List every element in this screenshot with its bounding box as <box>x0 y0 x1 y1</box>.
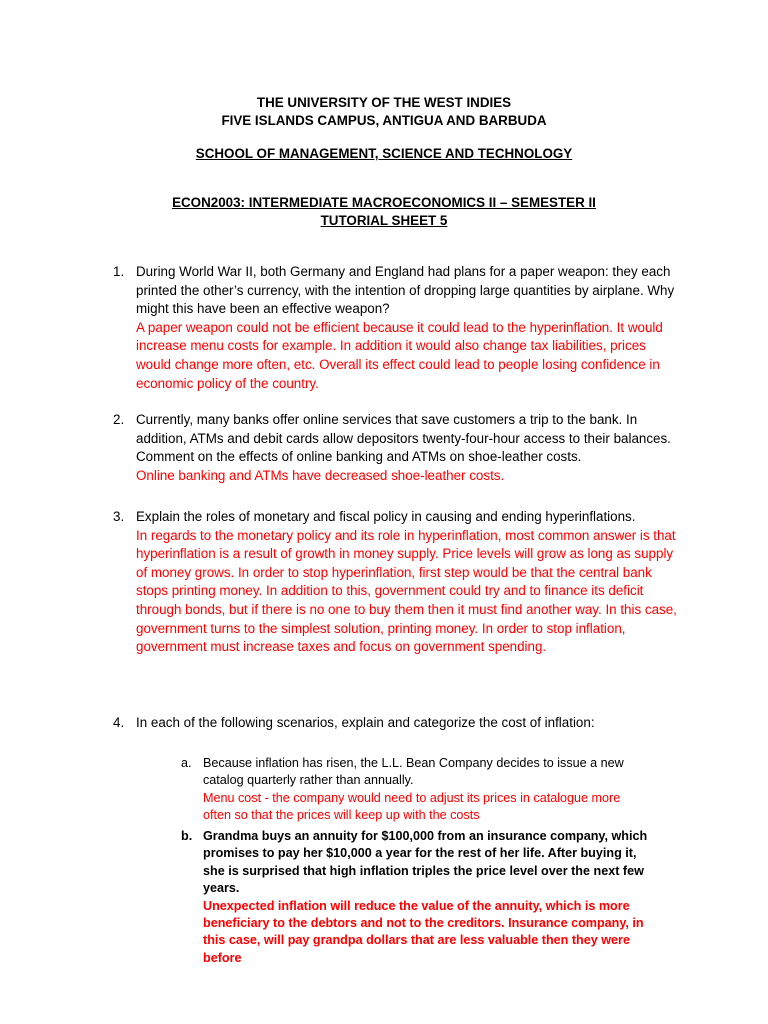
question-4 <box>113 714 683 733</box>
question-4a <box>181 755 651 825</box>
question-text: In each of the following scenarios, explain and categorize the cost of inflation: <box>136 715 595 730</box>
university-name: THE UNIVERSITY OF THE WEST INDIES <box>256 95 512 110</box>
part-letter: a. <box>181 756 192 770</box>
question-1 <box>113 263 683 393</box>
part-answer-text: Unexpected inflation will reduce the value of the annuity, which is more beneficiary to the debtors and not to the creditors. Insurance company, in this case, will pay grandpa dollars that are less valuable then they were before <box>203 898 644 965</box>
campus-name: FIVE ISLANDS CAMPUS, ANTIGUA AND BARBUDA <box>221 113 547 128</box>
answer-text: Online banking and ATMs have decreased shoe-leather costs. <box>136 467 505 483</box>
question-number: 3. <box>113 509 125 524</box>
question-text: During World War II, both Germany and England had plans for a paper weapon: they each printed the other’s currency, with the intention of dropping large quantities by airplane. Why might this have been an effective weapon? <box>136 264 675 317</box>
answer-text: In regards to the monetary policy and its role in hyperinflation, most common answer is that hyperinflation is a result of growth in money supply. Price levels will grow as long as supply of money grows. In order to stop hyperinflation, first step would be that the central bank stops printing money. In addition to this, government could try and to finance its deficit through bonds, but if there is no one to buy them then it must find another way. In this case, government turns to the simplest solution, printing money. In order to stop inflation, government must increase taxes and focus on government spending. <box>136 527 677 655</box>
part-question-text: Because inflation has risen, the L.L. Bean Company decides to issue a new catalog quarterly rather than annually. <box>203 756 624 788</box>
part-letter: b. <box>181 829 193 843</box>
part-question-text: Grandma buys an annuity for $100,000 from an insurance company, which promises to pay her $10,000 a year for the rest of her life. After buying it, she is surprised that high inflation triples the price level over the next few years. <box>203 829 648 896</box>
question-3 <box>113 508 683 657</box>
question-number: 4. <box>113 715 125 730</box>
question-text: Explain the roles of monetary and fiscal policy in causing and ending hyperinflations. <box>136 509 636 524</box>
question-4b <box>181 828 651 967</box>
tutorial-sheet-title: TUTORIAL SHEET 5 <box>320 213 448 228</box>
question-text: Currently, many banks offer online services that save customers a trip to the bank. In addition, ATMs and debit cards allow depositors twenty-four-hour access to their balances. Comment on the effects of online banking and ATMs on shoe-leather costs. <box>136 412 671 465</box>
part-answer-text: Menu cost - the company would need to adjust its prices in catalogue more often so that the prices will keep up with the costs <box>203 790 621 823</box>
question-number: 1. <box>113 264 125 279</box>
school-name: SCHOOL OF MANAGEMENT, SCIENCE AND TECHNOLOGY <box>195 146 573 161</box>
question-2 <box>113 411 683 485</box>
question-number: 2. <box>113 412 125 427</box>
course-title: ECON2003: INTERMEDIATE MACROECONOMICS II – SEMESTER II <box>172 195 596 210</box>
answer-text: A paper weapon could not be efficient because it could lead to the hyperinflation. It would increase menu costs for example. In addition it would also change tax liabilities, prices would change more often, etc. Overall its effect could lead to people losing confidence in economic policy of the country. <box>136 319 663 391</box>
